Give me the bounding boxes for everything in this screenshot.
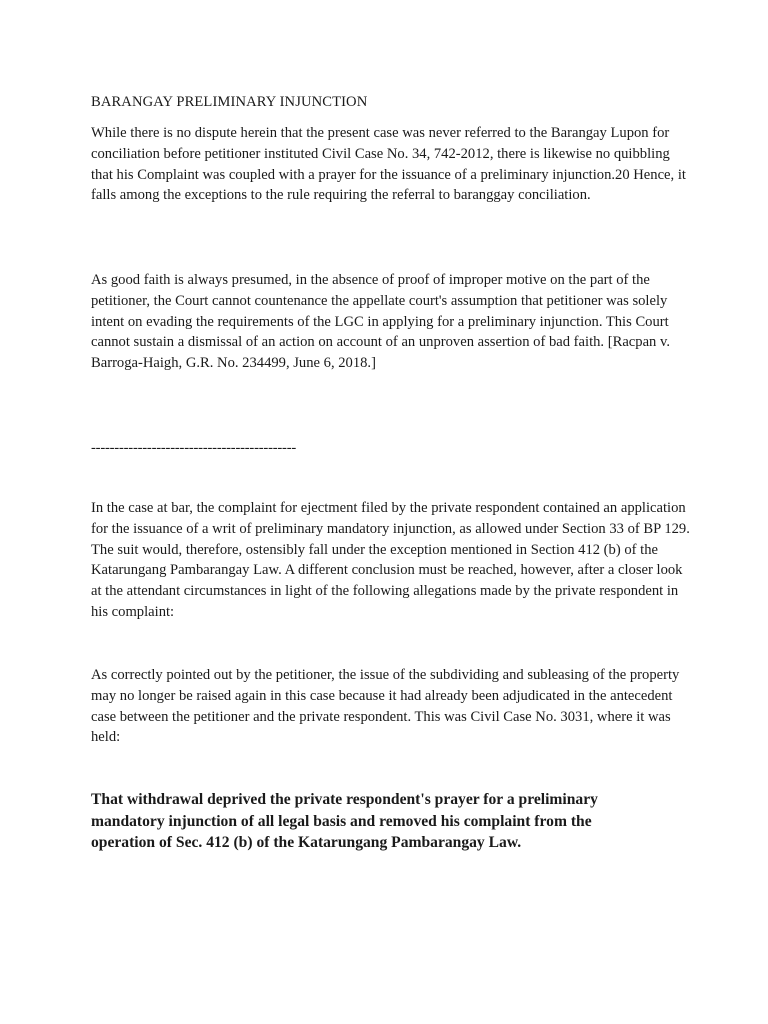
document-heading: BARANGAY PRELIMINARY INJUNCTION: [91, 94, 368, 110]
paragraph-petitioner-point: As correctly pointed out by the petitioner, the issue of the subdividing and subleasing of the property may no longer be raised again in this case because it had already been adjudicated in the antecedent case between the petitioner and the private respondent. This was Civil Case No. 3031, where it was held:: [91, 667, 680, 746]
paragraph-good-faith: As good faith is always presumed, in the absence of proof of improper motive on the part of the petitioner, the Court cannot countenance the appellate court's assumption that petitioner was solely intent on evading the requirements of the LGC in applying for a preliminary injunction. This Court cannot sustain a dismissal of an action on account of an unproven assertion of bad faith. [Racpan v. Barroga-Haigh, G.R. No. 234499, June 6, 2018.]: [91, 272, 670, 372]
paragraph-barangay-lupon: While there is no dispute herein that the present case was never referred to the Barangay Lupon for conciliation before petitioner instituted Civil Case No. 34, 742-2012, there is likewise no quibbling that his Complaint was coupled with a prayer for the issuance of a preliminary injunction.20 Hence, it falls among the exceptions to the rule requiring the referral to baranggay conciliation.: [91, 125, 686, 204]
paragraph-case-at-bar: In the case at bar, the complaint for ejectment filed by the private respondent contained an application for the issuance of a writ of preliminary mandatory injunction, as allowed under Section 33 of BP 129. The suit would, therefore, ostensibly fall under the exception mentioned in Section 412 (b) of the Katarungang Pambarangay Law. A different conclusion must be reached, however, after a closer look at the attendant circumstances in light of the following allegations made by the private respondent in his complaint:: [91, 500, 690, 620]
section-divider: --------------------------------------------: [91, 440, 297, 456]
bold-quote: That withdrawal deprived the private respondent's prayer for a preliminary mandatory injunction of all legal basis and removed his complaint from the operation of Sec. 412 (b) of the Katarungang Pambarangay Law.: [91, 791, 598, 851]
